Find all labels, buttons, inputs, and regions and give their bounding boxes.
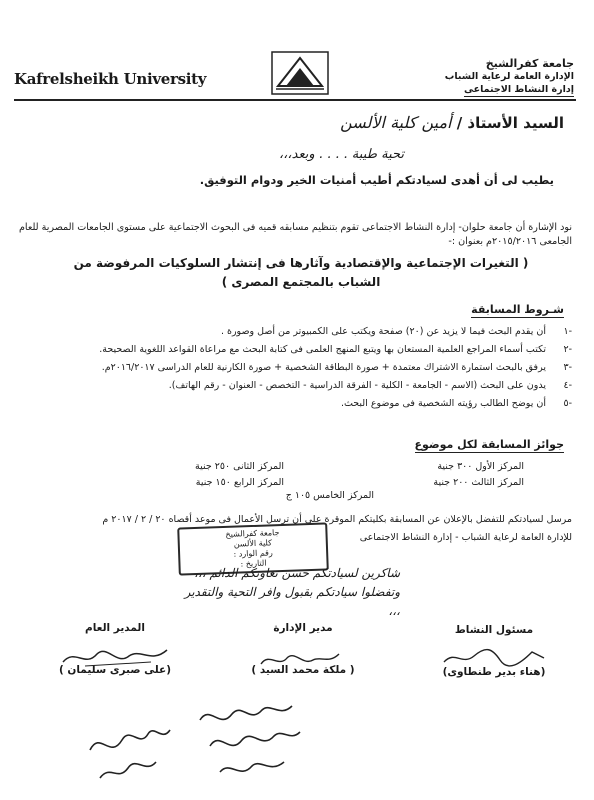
salutation [44, 113, 564, 132]
research-topic [30, 254, 572, 292]
university-name-arabic: جامعة كفرالشيخ [485, 57, 574, 70]
dept-line-1: الإدارة العامة لرعاية الشباب [444, 71, 574, 82]
thanks-line-1: شاكرين لسيادتكم حسن تعاونكم الدائم ،،، [194, 566, 400, 580]
handwritten-annotation-icon [70, 690, 310, 790]
prize-first: المركز الأول ٣٠٠ جنية [437, 461, 524, 472]
prizes-heading: جوائز المسابقة لكل موضوع [414, 438, 564, 451]
list-item: -٥ أن يوضح الطالب رؤيته الشخصية فى موضوع البحث. [340, 398, 572, 409]
conditions-heading: شـروط المسابقة [471, 303, 564, 316]
dept-line-2: إدارة النشاط الاجتماعى [464, 84, 574, 95]
recipient-handwritten: أمين كلية الألسن [340, 113, 452, 132]
handwritten-signature-3-icon [55, 642, 175, 672]
topic-line-2: الشباب بالمجتمع المصرى ) [221, 275, 381, 289]
conditions-list [16, 325, 572, 415]
header-arabic-block [334, 57, 574, 97]
intro-paragraph: نود الإشارة أن جامعة حلوان- إدارة النشاط الاجتماعى تقوم بتنظيم مسابقه قميه فى البحوث الاجتماعية على مستوى الجامعات المصرية للعام الجامعى ٢٠١٥/٢٠١٦م بعنوان :- [18, 222, 572, 247]
prize-second: المركز الثانى ٢٥٠ جنية [195, 461, 284, 472]
header-divider [14, 99, 576, 101]
list-item: -٢ تكتب أسماء المراجع العلمية المستعان بها ويتبع المنهج العلمى فى كتابة البحث مع مراعاة القواعد اللغوية الصحيحة. [99, 344, 572, 355]
university-logo-icon [270, 50, 330, 96]
prizes-grid [44, 460, 524, 490]
handwritten-signature-1-icon [440, 644, 550, 670]
incoming-stamp: جامعة كفرالشيخ كلية الألسن رقم الوارد : التاريخ : [177, 522, 329, 575]
handwritten-signature-2-icon [255, 648, 345, 672]
closing-line-2: للإدارة العامة لرعاية الشباب - إدارة النشاط الاجتماعى [359, 532, 572, 543]
greeting: تحية طيبة . . . . وبعد،،، [279, 147, 404, 162]
salutation-label: السيد الأستاذ / [456, 114, 564, 132]
prize-third: المركز الثالث ٢٠٠ جنية [433, 477, 524, 488]
university-name-english: Kafrelsheikh University [14, 70, 207, 88]
list-item: -٣ يرفق بالبحث استمارة الاشتراك معتمدة + صورة البطاقة الشخصية + صورة الكارنية للعام الدراسى ٢٠١٦/٢٠١٧م. [101, 362, 572, 373]
list-item: -١ أن يقدم البحث فيما لا يزيد عن (٢٠) صفحة ويكتب على الكمبيوتر من أصل وصورة . [220, 326, 572, 337]
wish-line: يطيب لى أن أهدى لسيادتكم أطيب أمنيات الخير ودوام التوفيق. [199, 173, 554, 187]
thanks-line-2: وتفضلوا سيادتكم بقبول وافر التحية والتقدير ،،، [184, 585, 400, 618]
signature-general-director: المدير العام (على صبرى سليمان ) [58, 622, 172, 676]
prize-fourth: المركز الرابع ١٥٠ جنية [195, 477, 284, 488]
signature-activity-officer: مسئول النشاط (هناء بدير طنطاوى) [442, 624, 546, 678]
thanks-block [180, 564, 400, 621]
signature-department-director: مدير الإدارة ( ملكة محمد السيد ) [251, 622, 355, 676]
topic-line-1: ( التغيرات الإجتماعية والإقتصادية وآثارها فى إنتشار السلوكيات المرفوضة من [73, 256, 529, 270]
list-item: -٤ يدون على البحث (الاسم - الجامعة - الكلية - الفرقة الدراسية - التخصص - العنوان - رقم الهاتف). [168, 380, 572, 391]
closing-line-1: مرسل لسيادتكم للتفضل بالإعلان عن المسابقة بكليتكم الموقرة على أن ترسل الأعمال فى موعد أقصاه ٢٠ / ٢ / ٢٠١٧ م [102, 514, 572, 525]
prize-fifth: المركز الخامس ١٠٥ ج [285, 490, 374, 501]
